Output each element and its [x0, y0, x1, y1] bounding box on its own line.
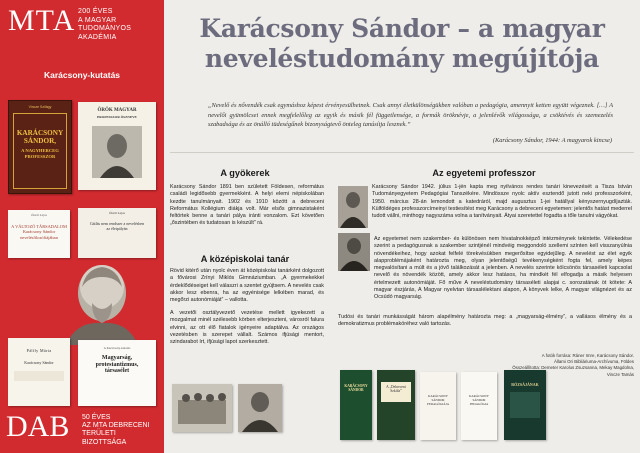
book-cover-6: A Karácsony-kutatás Magyarság, protestantizmus, társasélet	[78, 340, 156, 406]
university-views-paragraph: Az egyetemet nem szakember- és különösen nem hivatalnokképző intézménynek tekintette. Vélekedése szerint a pedagógusnak a szakember szintjénél mindvéig meggondoló szellemi színten kell visszanyúlnia növendékeihez, hogy azokat felfelé törekvésükben megerősítse egyidejűleg. A nevelést az élet egyik alapproblémájaként határozta meg, olyan jelentőségű tevékenységként fogta fel, amely képes megvalósítani a múlt és a jövő találkozását a jelenben. A nevelés szerinte kölcsönös társaséleti kapcsolat nevelő és növendék között, amely akkor lesz hatásos, ha mindkét fél elfogadja a másik helyesen értelmezett autonómiáját. Fő műve A neveléstudomány társaséleti alapjai c. sorozatának öt kötete: A magyar észjárás, A Magyar nyelvtan társaslélektani alapon, A könyvek lelke, A magyar világnézet és az Ocsúdó magyarság.	[374, 236, 632, 301]
summary-paragraph: Tudósi és tanári munkásságát három alapélmény határozta meg: a „magyarság-élmény”, a vallásos élmény és a demokratizmus problémaköréhez való tartozás.	[338, 314, 632, 328]
book-cover-5: Pálffy Mária Karácsony Sándor	[8, 338, 70, 406]
heading-university-professor: Az egyetemi professzor	[432, 168, 536, 178]
teacher-paragraph: Rövid kitérő után nyolc éven át középiskolai tanárként dolgozott a fővárosi Zrínyi Miklós Gimnáziumban. „A gyermekekkel érdeklődéseiget kell válaszri a szentet gyújtsem. A nevelés csak akkor lesz ebenra, ha az egyénisége lelkében marad, és megőrzi autonómiáját” – vallotta.	[170, 268, 324, 304]
mta-logo: MTA	[8, 4, 76, 37]
bottom-book-3: KARÁCSONY SÁNDOR PEDAGÓGIÁJA	[420, 372, 456, 440]
poster-title: Karácsony Sándor – a magyar neveléstudomány megújítója	[199, 14, 605, 73]
group-photo	[172, 384, 232, 432]
book-cover-1: Vincze Szilágy KARÁCSONY SÁNDOR, A NAGYHERCEG PROFESSZOR	[8, 100, 72, 194]
intro-quote: „Nevelő és nővendék csak egymáshoz képest érvényesülhetnek. Csak annyi életkülönségükben valóban a pedagógia, amennyit ketten együtt végeznek. […] A nevelői gyümölcsei ennek megfelelőleg az egyik és másik fél függetlensége, a formák öröknévje, a jelenlévők világossága, a csöktévés és szemezelés szabadsága és az önálló tüdeségűnek bizonyságtevő önteleg tanúsítja lesznek.”	[208, 102, 613, 129]
professor-paragraph: Karácsony Sándor 1942. július 1-jén kapta meg nyilvános rendes tanári kinevezését a Tisza István Tudományegyetem Pedagógiai Tanszékére. Mindössze nyolc aktív esztendő jutott neki professzorként, 1950. március 28-án lemondott a katedráról, majd augusztus 1-jei hatállyal kényszernyugdíjazták. Külföldéges professzorcímeinyi testiesítést meg Karácsony a debreceni egyetemen: jelentős hatást mederrel tudott vállni, minthogy nagyszáma volna a tanítványait. Átyai szeretettel fogadta a tőle tanulni vágyókat.	[372, 184, 632, 220]
poster-main	[164, 0, 640, 453]
roots-paragraph: Karácsony Sándor 1891 ben született Földesen, református családi legidősebb gyermekként. A helyi elemi népiskolában kezdte tanulmányait. 1902 és 1910 között a debreceni Református Kollégium diákja volt. Már elsős gimnazistaként feltörtek benne a tanári pálya iránti vonzalom. Ezt követően „őszintében és tudatosan is készült” rá.	[170, 184, 324, 227]
heading-secondary-teacher: A középiskolai tanár	[200, 254, 290, 264]
bottom-book-2: A „Debreceni Szkóla”	[377, 370, 415, 440]
professor-photo-2	[338, 233, 370, 271]
divider	[170, 152, 634, 153]
dab-logo: DAB	[6, 410, 70, 443]
scout-paragraph: A vezetői osztályvezető vezetése mellett igyekezett a mozgalmat minél szélesebb körben elterjeszteni, városról falura elvinni, az ott élő fiatalok igényeire adaptálva. Az országos vezetésben is szerepet vállalt. Számos ifjúsági mentort, szindarabot írt, ifjúsági lapot szerkesztett.	[170, 310, 324, 346]
section-label: Karácsony-kutatás	[43, 70, 121, 80]
bottom-book-4: KARÁCSONY SÁNDOR PEDAGÓGIA	[461, 372, 497, 440]
mta-subtitle: 200 ÉVES A MAGYAR TUDOMÁNYOS AKADÉMIA	[78, 8, 132, 41]
professor-photo	[338, 186, 368, 228]
book-cover-2: ÖRÖK MAGYAR PROFESSZOR ÖSZNEVE	[78, 102, 156, 190]
portrait-photo	[92, 126, 142, 178]
photo-credits: A fotók forrása: Ráner Imre, Karácsony Sándor. Állami Ori Bibliáriuma-Archívuma, Földes Összeállította: Demeter Karolus Zsuzsanna, Mekay Magdolna, Vincze Tamás	[512, 353, 634, 377]
dab-subtitle: 50 ÉVES AZ MTA DEBRECENI TERÜLETI BIZOTTSÁGA	[82, 414, 150, 446]
sidebar	[0, 0, 164, 453]
bottom-book-5: RÓZSÁJÁNAK	[504, 370, 546, 440]
quote-source: (Karácsony Sándor, 1944: A magyarok kincse)	[492, 137, 612, 144]
karacsony-portrait-photo	[56, 257, 146, 345]
portrait-photo-bottom	[238, 384, 282, 432]
heading-roots: A gyökerek	[220, 168, 270, 178]
book-cover-3: Ósvát Lajos A VÁLTOZÓ TÁRSADALOM Karácsony Sándor nevelésfilozófiájában	[8, 210, 70, 258]
book-cover-4: Ósvát Lajos Gátlás nem rendszer a nevelésben az életpályán	[78, 208, 156, 258]
bottom-book-1: KARÁCSONY SÁNDOR	[340, 370, 372, 440]
